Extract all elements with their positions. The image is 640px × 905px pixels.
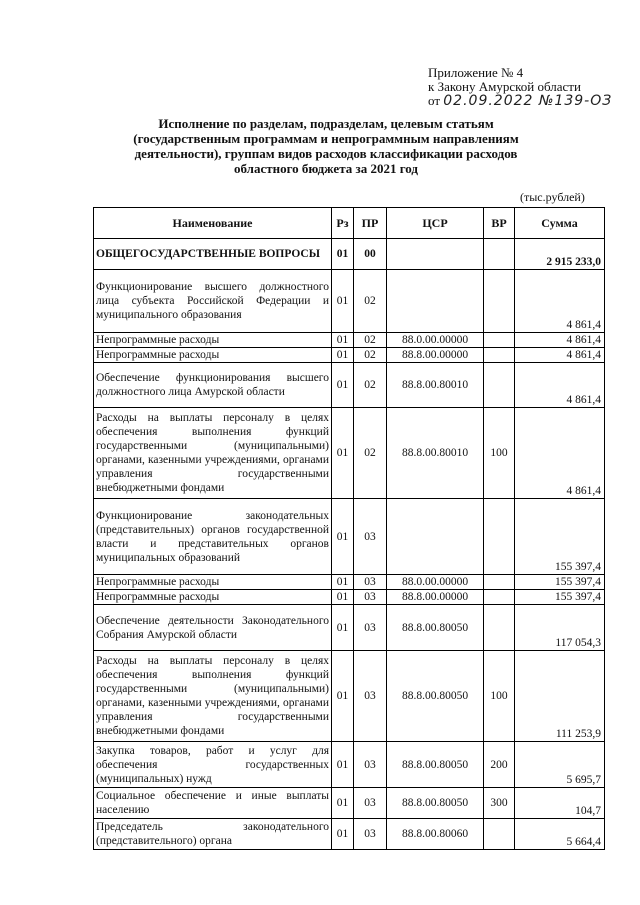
cell-pr: 03	[354, 575, 387, 590]
appendix-block	[428, 66, 612, 108]
header-rz: Рз	[332, 208, 354, 239]
header-vr: ВР	[484, 208, 515, 239]
cell-name: Председатель законодательного (представительного) органа	[94, 819, 332, 850]
cell-vr	[484, 605, 515, 651]
cell-name: ОБЩЕГОСУДАРСТВЕННЫЕ ВОПРОСЫ	[94, 239, 332, 270]
cell-name: Закупка товаров, работ и услуг для обеспечения государственных (муниципальных) нужд	[94, 742, 332, 788]
cell-csr: 88.8.00.80010	[387, 363, 484, 408]
table-row	[94, 348, 605, 363]
cell-name: Функционирование законодательных (представительных) органов государственной власти и представительных органов муниципальных образований	[94, 499, 332, 575]
cell-name: Социальное обеспечение и иные выплаты населению	[94, 788, 332, 819]
cell-vr: 100	[484, 651, 515, 742]
cell-csr: 88.8.00.80050	[387, 742, 484, 788]
cell-pr: 00	[354, 239, 387, 270]
cell-sum: 5 664,4	[515, 819, 605, 850]
cell-vr	[484, 363, 515, 408]
cell-vr	[484, 348, 515, 363]
cell-rz: 01	[332, 575, 354, 590]
cell-name: Непрограммные расходы	[94, 333, 332, 348]
header-csr: ЦСР	[387, 208, 484, 239]
table-row	[94, 408, 605, 499]
cell-csr	[387, 499, 484, 575]
cell-rz: 01	[332, 590, 354, 605]
appendix-date-line	[428, 94, 612, 108]
cell-vr	[484, 333, 515, 348]
table-row	[94, 651, 605, 742]
cell-rz: 01	[332, 605, 354, 651]
cell-sum: 4 861,4	[515, 408, 605, 499]
cell-sum: 111 253,9	[515, 651, 605, 742]
table-row	[94, 575, 605, 590]
table-row	[94, 239, 605, 270]
cell-name: Непрограммные расходы	[94, 575, 332, 590]
cell-sum: 155 397,4	[515, 499, 605, 575]
cell-pr: 02	[354, 348, 387, 363]
document-title: Исполнение по разделам, подразделам, целевым статьям (государственным программам и непрограммным направлениям деятельности), группам видов расходов классификации расходов областного бюджета за 2021 год	[133, 116, 519, 176]
cell-csr: 88.8.00.80050	[387, 605, 484, 651]
cell-sum: 2 915 233,0	[515, 239, 605, 270]
cell-rz: 01	[332, 333, 354, 348]
cell-rz: 01	[332, 499, 354, 575]
cell-sum: 4 861,4	[515, 333, 605, 348]
cell-rz: 01	[332, 788, 354, 819]
cell-csr: 88.8.00.80050	[387, 651, 484, 742]
header-name: Наименование	[94, 208, 332, 239]
cell-pr: 02	[354, 270, 387, 333]
cell-pr: 03	[354, 819, 387, 850]
cell-name: Функционирование высшего должностного лица субъекта Российской Федерации и муниципального образования	[94, 270, 332, 333]
table-row	[94, 363, 605, 408]
table-row	[94, 605, 605, 651]
cell-vr	[484, 499, 515, 575]
cell-rz: 01	[332, 348, 354, 363]
cell-vr: 200	[484, 742, 515, 788]
cell-vr: 300	[484, 788, 515, 819]
cell-sum: 155 397,4	[515, 590, 605, 605]
cell-pr: 03	[354, 590, 387, 605]
cell-name: Обеспечение деятельности Законодательного Собрания Амурской области	[94, 605, 332, 651]
cell-rz: 01	[332, 742, 354, 788]
cell-csr: 88.8.00.00000	[387, 590, 484, 605]
cell-csr: 88.8.00.00000	[387, 348, 484, 363]
cell-sum: 5 695,7	[515, 742, 605, 788]
cell-pr: 02	[354, 408, 387, 499]
cell-pr: 02	[354, 333, 387, 348]
cell-vr	[484, 575, 515, 590]
table-row	[94, 333, 605, 348]
appendix-law-ref: к Закону Амурской области	[428, 79, 581, 94]
table-row	[94, 742, 605, 788]
cell-csr: 88.0.00.00000	[387, 333, 484, 348]
cell-csr: 88.8.00.80050	[387, 788, 484, 819]
header-pr: ПР	[354, 208, 387, 239]
cell-sum: 104,7	[515, 788, 605, 819]
cell-sum: 4 861,4	[515, 348, 605, 363]
cell-pr: 03	[354, 788, 387, 819]
cell-rz: 01	[332, 270, 354, 333]
cell-sum: 4 861,4	[515, 270, 605, 333]
cell-pr: 03	[354, 499, 387, 575]
cell-sum: 155 397,4	[515, 575, 605, 590]
cell-csr: 88.8.00.80010	[387, 408, 484, 499]
cell-name: Расходы на выплаты персоналу в целях обеспечения выполнения функций государственными (муниципальными) органами, казенными учреждениями, органами управления государственными внебюджетными фондами	[94, 408, 332, 499]
cell-name: Расходы на выплаты персоналу в целях обеспечения выполнения функций государственными (муниципальными) органами, казенными учреждениями, органами управления государственными внебюджетными фондами	[94, 651, 332, 742]
cell-pr: 02	[354, 363, 387, 408]
cell-rz: 01	[332, 363, 354, 408]
cell-csr	[387, 270, 484, 333]
cell-sum: 117 054,3	[515, 605, 605, 651]
cell-sum: 4 861,4	[515, 363, 605, 408]
table-row	[94, 590, 605, 605]
cell-csr: 88.8.00.80060	[387, 819, 484, 850]
cell-pr: 03	[354, 742, 387, 788]
cell-vr	[484, 270, 515, 333]
cell-vr	[484, 819, 515, 850]
header-sum: Сумма	[515, 208, 605, 239]
cell-name: Непрограммные расходы	[94, 348, 332, 363]
table-row	[94, 819, 605, 850]
cell-pr: 03	[354, 605, 387, 651]
appendix-number: Приложение № 4	[428, 65, 524, 80]
cell-csr: 88.0.00.00000	[387, 575, 484, 590]
table-row	[94, 270, 605, 333]
cell-vr	[484, 239, 515, 270]
table-row	[94, 788, 605, 819]
cell-rz: 01	[332, 408, 354, 499]
cell-rz: 01	[332, 239, 354, 270]
units-label: (тыс.рублей)	[520, 190, 585, 204]
appendix-date-prefix: от	[428, 93, 441, 108]
cell-pr: 03	[354, 651, 387, 742]
budget-table	[93, 207, 605, 850]
cell-csr	[387, 239, 484, 270]
handwritten-date-number: 02.09.2022 №139-ОЗ	[443, 93, 613, 109]
cell-name: Непрограммные расходы	[94, 590, 332, 605]
cell-vr: 100	[484, 408, 515, 499]
cell-rz: 01	[332, 819, 354, 850]
table-header-row	[94, 208, 605, 239]
cell-vr	[484, 590, 515, 605]
table-row	[94, 499, 605, 575]
cell-rz: 01	[332, 651, 354, 742]
cell-name: Обеспечение функционирования высшего должностного лица Амурской области	[94, 363, 332, 408]
